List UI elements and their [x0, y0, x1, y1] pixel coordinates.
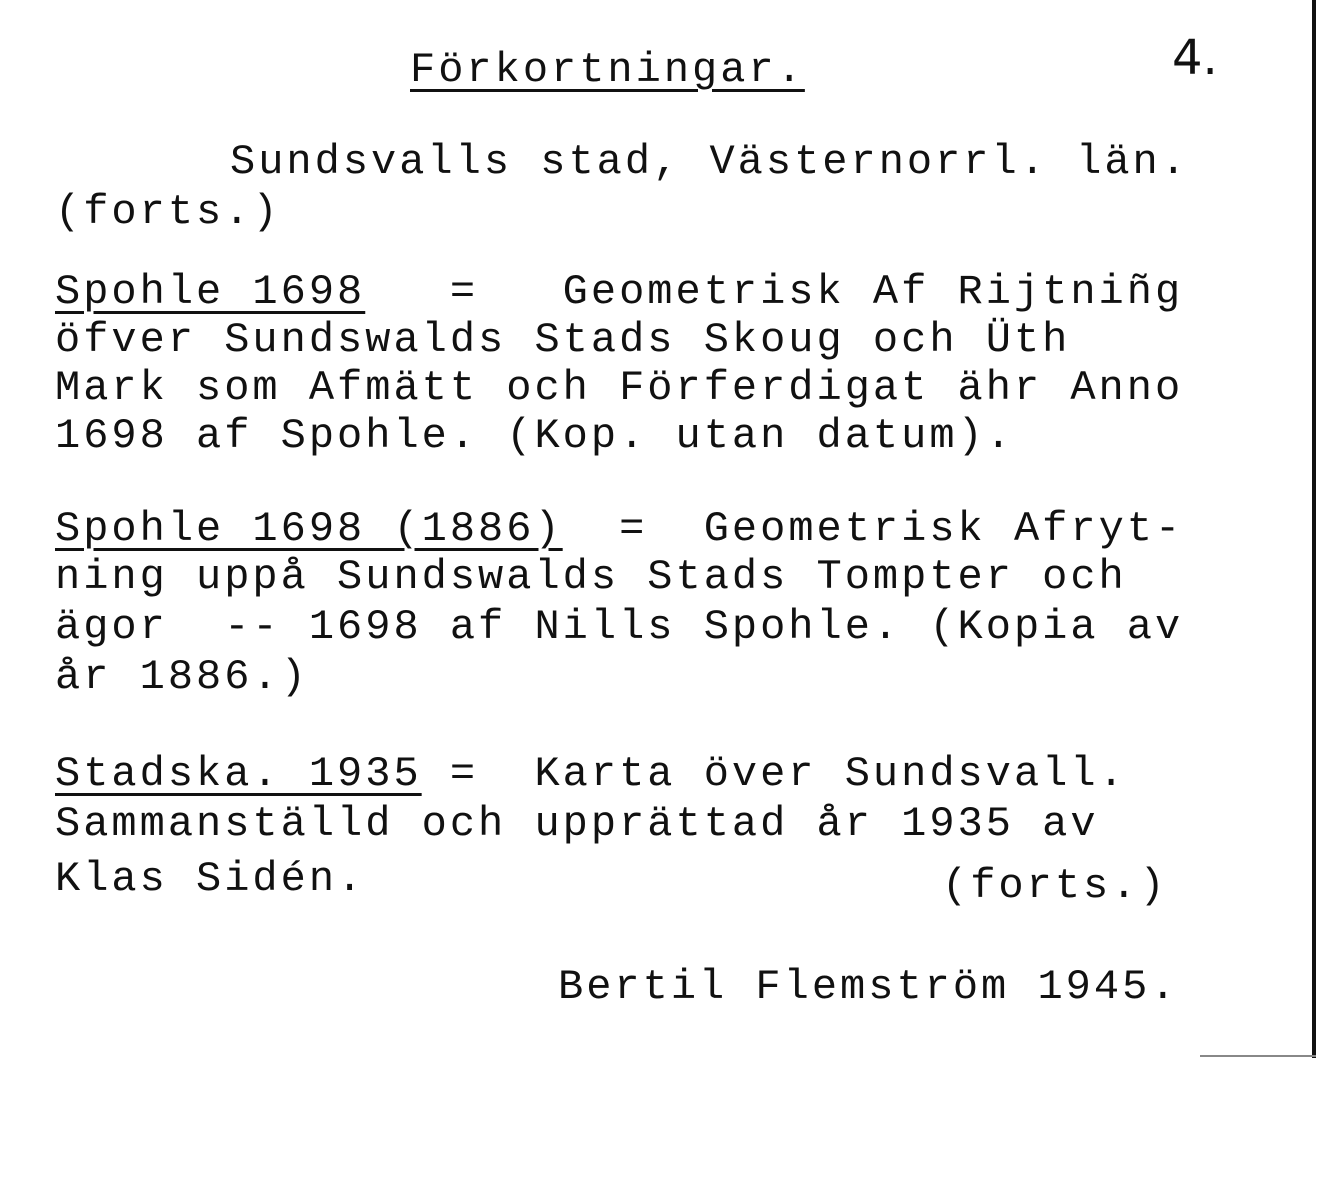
entry-2-first-line — [55, 505, 1183, 553]
entry-3-key: Stadska. 1935 — [55, 750, 422, 798]
entry-2-definition-start: = Geometrisk Afryt- — [562, 505, 1184, 553]
entry-1-definition-start: = Geometrisk Af Rijtniñg — [365, 268, 1184, 316]
card-title: Förkortningar. — [410, 46, 805, 94]
entry-1-first-line — [55, 268, 1183, 316]
card-bottom-edge — [1200, 1055, 1316, 1057]
place-heading-continued: (forts.) — [55, 188, 281, 236]
card-right-edge — [1312, 0, 1316, 1058]
entry-2-key: Spohle 1698 (1886) — [55, 505, 563, 553]
entry-1-line-3: Mark som Afmätt och Förferdigat ähr Anno — [55, 364, 1184, 412]
entry-1-line-4: 1698 af Spohle. (Kop. utan datum). — [55, 412, 1014, 460]
signature: Bertil Flemström 1945. — [558, 963, 1179, 1011]
entry-2-line-2: ning uppå Sundswalds Stads Tompter och — [55, 553, 1127, 601]
entry-2-line-4: år 1886.) — [55, 653, 309, 701]
entry-3-definition-start: = Karta över Sundsvall. — [421, 750, 1127, 798]
entry-1-key: Spohle 1698 — [55, 268, 366, 316]
entry-3-line-2: Sammanställd och upprättad år 1935 av — [55, 800, 1099, 848]
place-heading: Sundsvalls stad, Västernorrl. län. — [230, 138, 1189, 186]
entry-1-line-2: öfver Sundswalds Stads Skoug och Üth — [55, 316, 1071, 364]
page-number: 4. — [1172, 30, 1218, 86]
continued-note: (forts.) — [942, 862, 1168, 910]
entry-2-line-3: ägor -- 1698 af Nills Spohle. (Kopia av — [55, 603, 1184, 651]
entry-3-line-3: Klas Sidén. — [55, 855, 366, 903]
entry-3-first-line — [55, 750, 1127, 798]
